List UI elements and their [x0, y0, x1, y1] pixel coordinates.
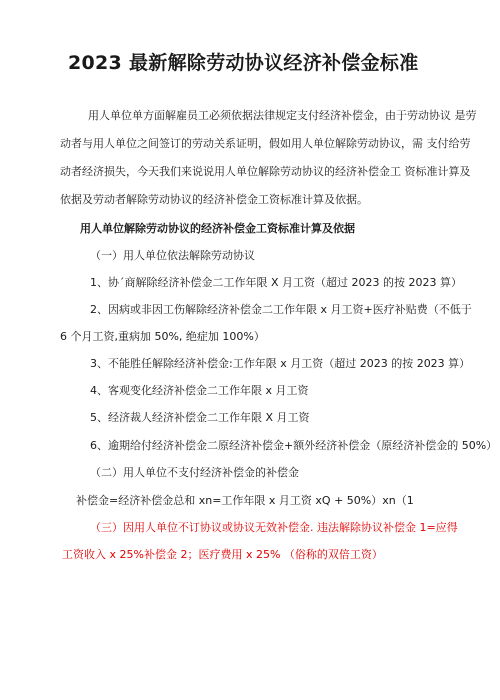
subheading-unpaid-compensation: （二）用人单位不支付经济补偿金的补偿金	[90, 466, 299, 479]
intro-line: 依据及劳动者解除劳动协议的经济补偿金工资标准计算及依据。	[60, 193, 368, 206]
document-title: 2023 最新解除劳动协议经济补偿金标准	[68, 52, 419, 74]
intro-line: 动者与用人单位之间签订的劳动关系证明，假如用人单位解除劳动协议，需 支付给劳	[60, 137, 471, 150]
list-item: 4、客观变化经济补偿金二工作年限 x 月工资	[90, 384, 309, 397]
red-clause-line: 工资收入 x 25%补偿金 2；医疗费用 x 25% （俗称的双倍工资）	[62, 548, 383, 561]
subheading-lawful-termination: （一）用人单位依法解除劳动协议	[90, 249, 255, 262]
red-clause-line: （三）因用人单位不订协议或协议无效补偿金. 违法解除协议补偿金 1=应得	[90, 521, 458, 534]
compensation-formula: 补偿金=经济补偿金总和 xn=工作年限 x 月工资 xQ + 50%）xn（1	[76, 494, 414, 507]
list-item: 5、经济裁人经济补偿金二工作年限 X 月工资	[90, 411, 310, 424]
list-item: 1、协´商解除经济补偿金二工作年限 X 月工资（超过 2023 的按 2023 算）	[90, 276, 463, 289]
section-heading: 用人单位解除劳动协议的经济补偿金工资标准计算及依据	[80, 222, 355, 235]
intro-line: 用人单位单方面解雇员工必须依据法律规定支付经济补偿金，由于劳动协议 是劳	[88, 109, 477, 122]
list-item: 6、逾期给付经济补偿金二原经济补偿金+额外经济补偿金（原经济补偿金的 50%）	[90, 439, 498, 452]
list-item: 3、不能胜任解除经济补偿金:工作年限 x 月工资（超过 2023 的按 2023 算）	[90, 357, 471, 370]
intro-line: 动者经济损失，今天我们来说说用人单位解除劳动协议的经济补偿金工 资标准计算及	[60, 165, 471, 178]
list-item: 2、因病或非因工伤解除经济补偿金二工作年限 x 月工资+医疗补贴费（不低于	[90, 303, 472, 316]
list-item: 6 个月工资,重病加 50%, 绝症加 100%）	[60, 330, 265, 343]
